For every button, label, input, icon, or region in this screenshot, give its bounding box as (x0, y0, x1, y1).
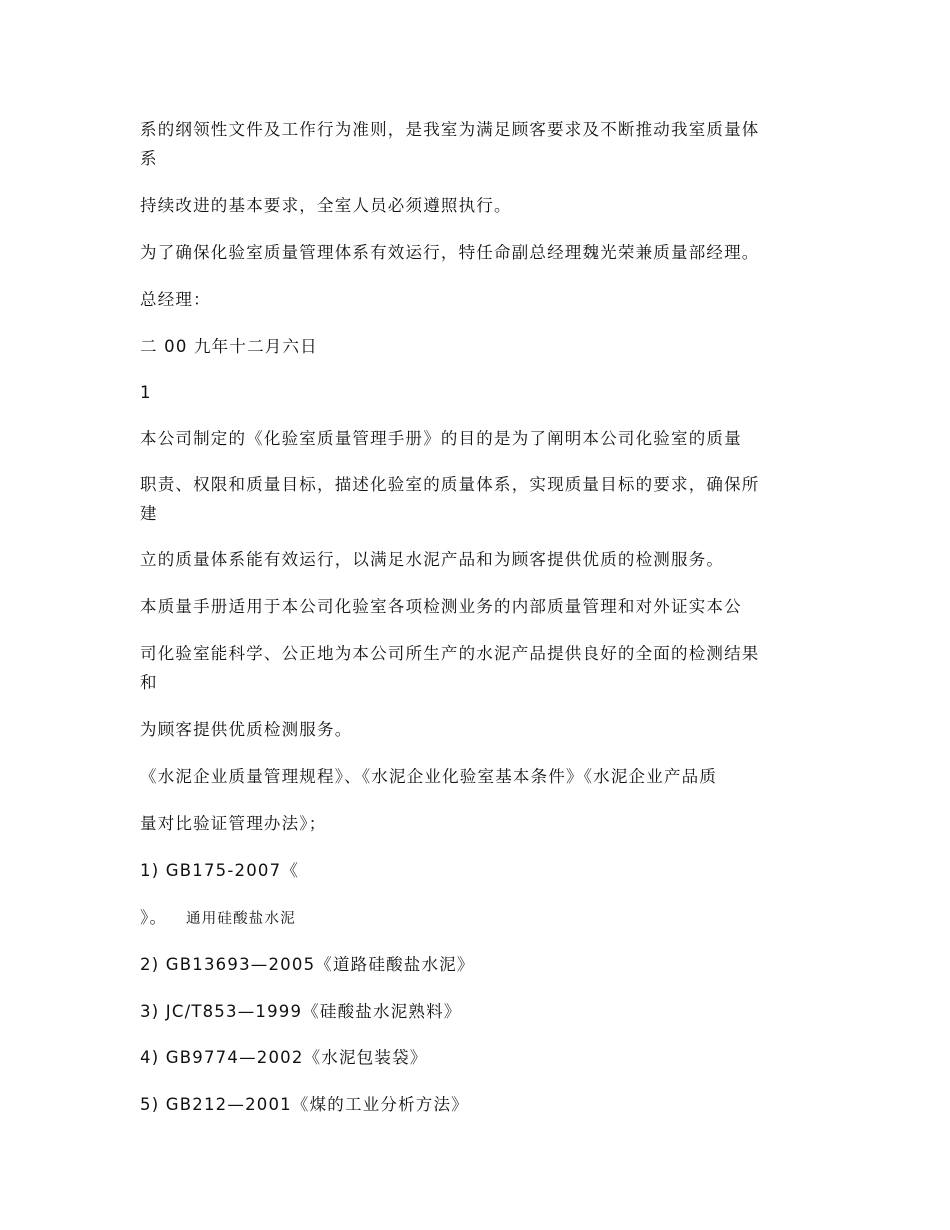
text-line: 本质量手册适用于本公司化验室各项检测业务的内部质量管理和对外证实本公 (140, 597, 742, 616)
text-line: 总经理： (140, 290, 211, 309)
text-line: 5) GB212—2001《煤的工业分析方法》 (140, 1095, 469, 1114)
text-line: 为了确保化验室质量管理体系有效运行，特任命副总经理魏光荣兼质量部经理。 (140, 243, 760, 262)
text-line: 系 (140, 149, 158, 168)
text-line: 和 (140, 673, 158, 692)
text-line: 4) GB9774—2002《水泥包装袋》 (140, 1048, 428, 1067)
text-line: 建 (140, 504, 158, 523)
text-line: 本公司制定的《化验室质量管理手册》的目的是为了阐明本公司化验室的质量 (140, 429, 742, 448)
text-line: 1) GB175-2007《 (140, 861, 300, 880)
text-line: 3) JC/T853—1999《硅酸盐水泥熟料》 (140, 1002, 462, 1021)
text-line: 立的质量体系能有效运行，以满足水泥产品和为顾客提供优质的检测服务。 (140, 550, 725, 569)
text-line: 二 00 九年十二月六日 (140, 337, 318, 356)
text-line: 司化验室能科学、公正地为本公司所生产的水泥产品提供良好的全面的检测结果 (140, 644, 760, 663)
text-line: 《水泥企业质量管理规程》、《水泥企业化验室基本条件》《水泥企业产品质 (140, 767, 718, 786)
page-number: 1 (140, 383, 152, 402)
text-line: 职责、权限和质量目标，描述化验室的质量体系，实现质量目标的要求，确保所 (140, 475, 760, 494)
text-line: 》。 (140, 908, 168, 927)
text-line: 持续改进的基本要求，全室人员必须遵照执行。 (140, 196, 512, 215)
text-line: 通用硅酸盐水泥 (186, 911, 296, 927)
text-line: 为顾客提供优质检测服务。 (140, 720, 353, 739)
text-line: 2) GB13693—2005《道路硅酸盐水泥》 (140, 955, 475, 974)
text-line: 量对比验证管理办法》； (140, 814, 327, 833)
text-line: 系的纲领性文件及工作行为准则，是我室为满足顾客要求及不断推动我室质量体 (140, 120, 760, 139)
